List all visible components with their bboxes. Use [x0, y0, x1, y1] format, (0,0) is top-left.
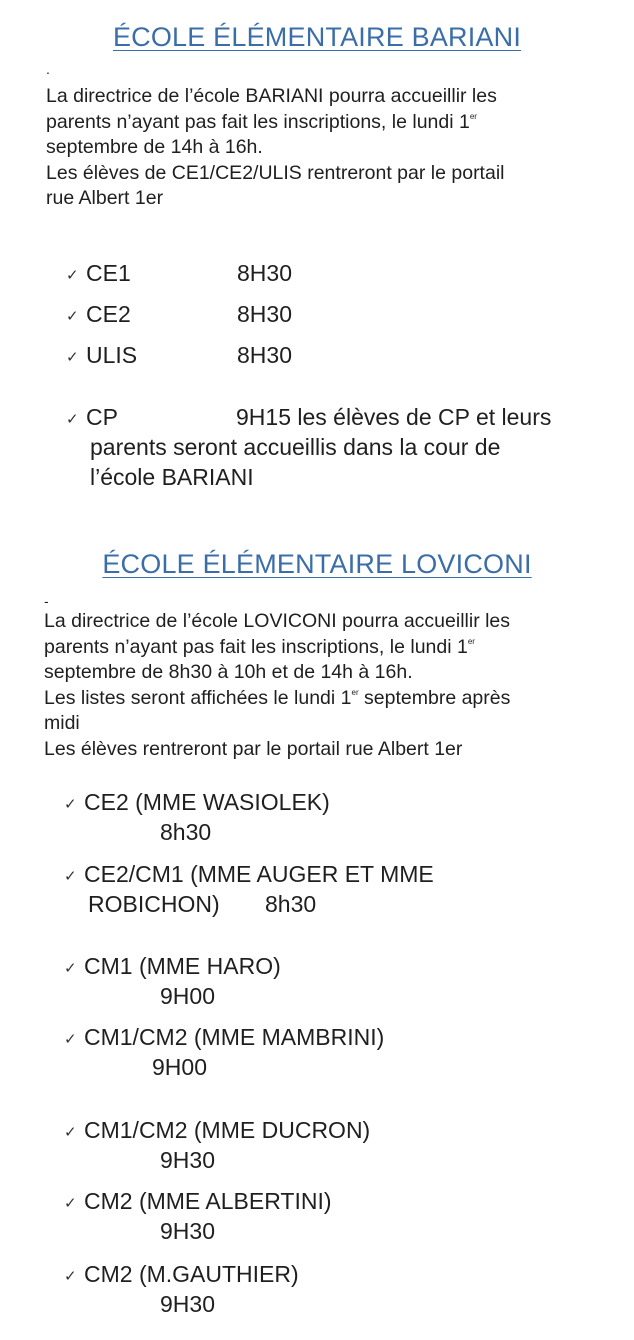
- class-label: CE2 (MME WASIOLEK): [84, 789, 330, 815]
- class-time: 9H00: [152, 1054, 207, 1080]
- paragraph-line: septembre de 14h à 16h.: [46, 136, 263, 158]
- paragraph-line: La directrice de l’école LOVICONI pourra accueillir les: [44, 610, 511, 632]
- cp-note-line: l’école BARIANI: [90, 464, 254, 490]
- class-label: CE1: [86, 260, 131, 286]
- class-time: 9H30: [160, 1291, 215, 1317]
- class-label-cont: ROBICHON): [88, 891, 220, 917]
- check-icon: ✓: [64, 867, 77, 885]
- loviconi-title: ÉCOLE ÉLÉMENTAIRE LOVICONI: [102, 549, 532, 579]
- class-label: CM2 (M.GAUTHIER): [84, 1261, 299, 1287]
- superscript: er: [469, 111, 477, 121]
- loviconi-paragraph: [44, 609, 510, 762]
- superscript: er: [467, 636, 475, 646]
- class-label: ULIS: [86, 342, 138, 368]
- paragraph-line: parents n’ayant pas fait les inscriptions, le lundi 1er: [46, 110, 477, 133]
- class-time: 9H15 les élèves de CP et leurs: [236, 404, 552, 430]
- paragraph-line: parents n’ayant pas fait les inscriptions, le lundi 1er: [44, 635, 475, 658]
- stray-dot: .: [46, 61, 50, 77]
- check-icon: ✓: [64, 1267, 77, 1285]
- superscript: er: [351, 687, 359, 697]
- paragraph-line: septembre de 8h30 à 10h et de 14h à 16h.: [44, 661, 413, 683]
- class-time: 9H30: [160, 1147, 215, 1173]
- paragraph-line: rue Albert 1er: [46, 187, 164, 209]
- bariani-title: ÉCOLE ÉLÉMENTAIRE BARIANI: [112, 22, 522, 52]
- check-icon: ✓: [64, 959, 77, 977]
- class-label: CE2/CM1 (MME AUGER ET MME: [84, 861, 434, 887]
- check-icon: ✓: [64, 795, 77, 813]
- paragraph-line: Les listes seront affichées le lundi 1er septembre après: [44, 686, 511, 709]
- class-time: 8h30: [265, 891, 317, 917]
- class-time: 9H00: [160, 983, 215, 1009]
- class-label: CM1/CM2 (MME MAMBRINI): [84, 1024, 385, 1050]
- class-time: 8H30: [237, 342, 292, 368]
- class-label: CM1 (MME HARO): [84, 953, 281, 979]
- class-label: CM2 (MME ALBERTINI): [84, 1188, 332, 1214]
- class-time: 8H30: [237, 301, 292, 327]
- check-icon: ✓: [66, 307, 79, 325]
- check-icon: ✓: [66, 348, 79, 366]
- paragraph-line: La directrice de l’école BARIANI pourra accueillir les: [46, 85, 497, 107]
- check-icon: ✓: [66, 266, 79, 284]
- class-time: 8H30: [237, 260, 292, 286]
- paragraph-line: Les élèves rentreront par le portail rue Albert 1er: [44, 737, 463, 760]
- paragraph-line: Les élèves de CE1/CE2/ULIS rentreront par le portail: [46, 161, 505, 184]
- class-label: CE2: [86, 301, 131, 327]
- stray-dash: -: [44, 593, 49, 609]
- check-icon: ✓: [64, 1123, 77, 1141]
- class-time: 8h30: [160, 819, 212, 845]
- class-label: CP: [86, 404, 118, 430]
- bariani-paragraph: [46, 84, 505, 212]
- check-icon: ✓: [64, 1194, 77, 1212]
- paragraph-line: midi: [44, 712, 80, 734]
- cp-note-line: parents seront accueillis dans la cour de: [90, 434, 501, 460]
- class-label: CM1/CM2 (MME DUCRON): [84, 1117, 371, 1143]
- check-icon: ✓: [64, 1030, 77, 1048]
- check-icon: ✓: [66, 410, 79, 428]
- class-time: 9H30: [160, 1218, 215, 1244]
